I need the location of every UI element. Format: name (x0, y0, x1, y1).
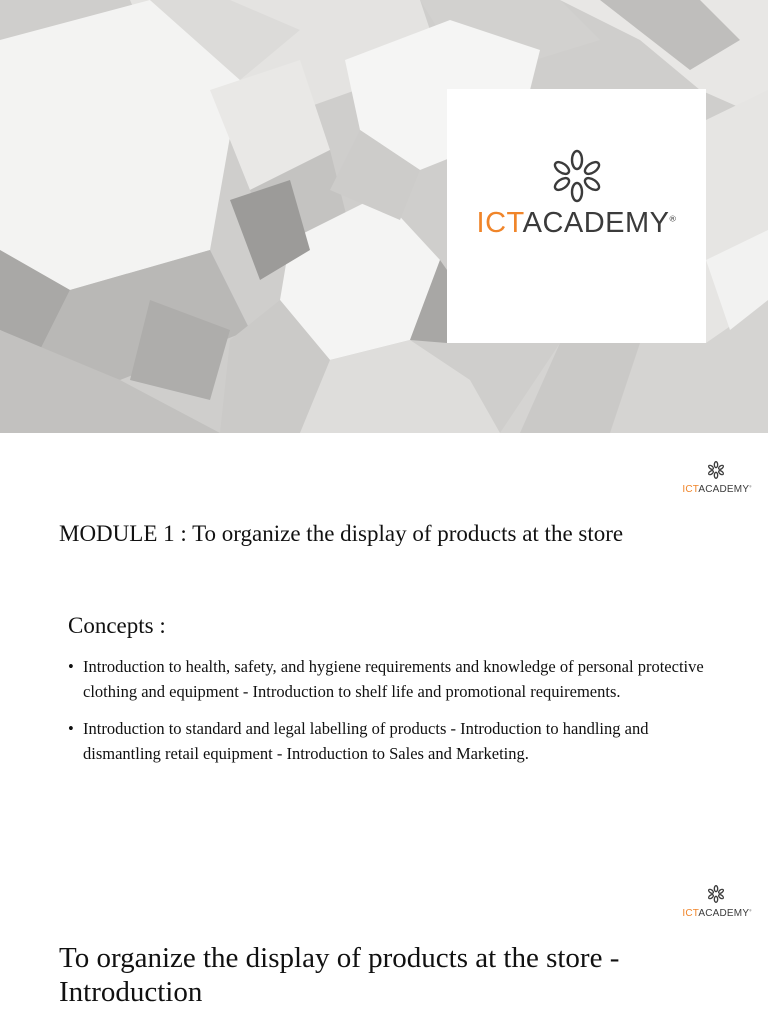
cover-logo-card (447, 89, 706, 343)
introduction-title: To organize the display of products at the store - Introduction (59, 942, 620, 1008)
bullet-icon: • (68, 657, 74, 676)
module-slide (0, 433, 768, 863)
wordmark-ict: ICT (682, 908, 699, 919)
list-item-text: Introduction to health, safety, and hygiene requirements and knowledge of personal protective clothing and equipment - Introduction to shelf life and promotional requirements. (83, 657, 704, 701)
wordmark-ict: ICT (476, 207, 523, 239)
wordmark-academy: ACADEMY (698, 484, 750, 495)
leaf-flower-emblem-icon (706, 885, 726, 903)
list-item (68, 654, 728, 704)
leaf-flower-emblem-icon (547, 149, 607, 203)
list-item (68, 716, 728, 766)
concepts-heading: Concepts : (68, 613, 166, 638)
wordmark-ict: ICT (682, 484, 699, 495)
wordmark-academy: ACADEMY (698, 908, 750, 919)
cover-slide (0, 0, 768, 433)
brand-wordmark (672, 484, 762, 495)
corner-logo (672, 445, 762, 505)
concepts-list (68, 654, 728, 778)
brand-wordmark (447, 207, 706, 240)
module-title: MODULE 1 : To organize the display of products at the store (59, 521, 624, 546)
registered-mark: ® (749, 908, 752, 913)
leaf-flower-emblem-icon (706, 461, 726, 479)
wordmark-academy: ACADEMY (522, 207, 670, 239)
introduction-slide (0, 863, 768, 1024)
bullet-icon: • (68, 719, 74, 738)
brand-wordmark (672, 908, 762, 919)
registered-mark: ® (749, 484, 752, 489)
corner-logo (672, 869, 762, 929)
registered-mark: ® (669, 213, 677, 224)
list-item-text: Introduction to standard and legal labelling of products - Introduction to handling and dismantling retail equipment - Introduction to Sales and Marketing. (83, 719, 649, 763)
